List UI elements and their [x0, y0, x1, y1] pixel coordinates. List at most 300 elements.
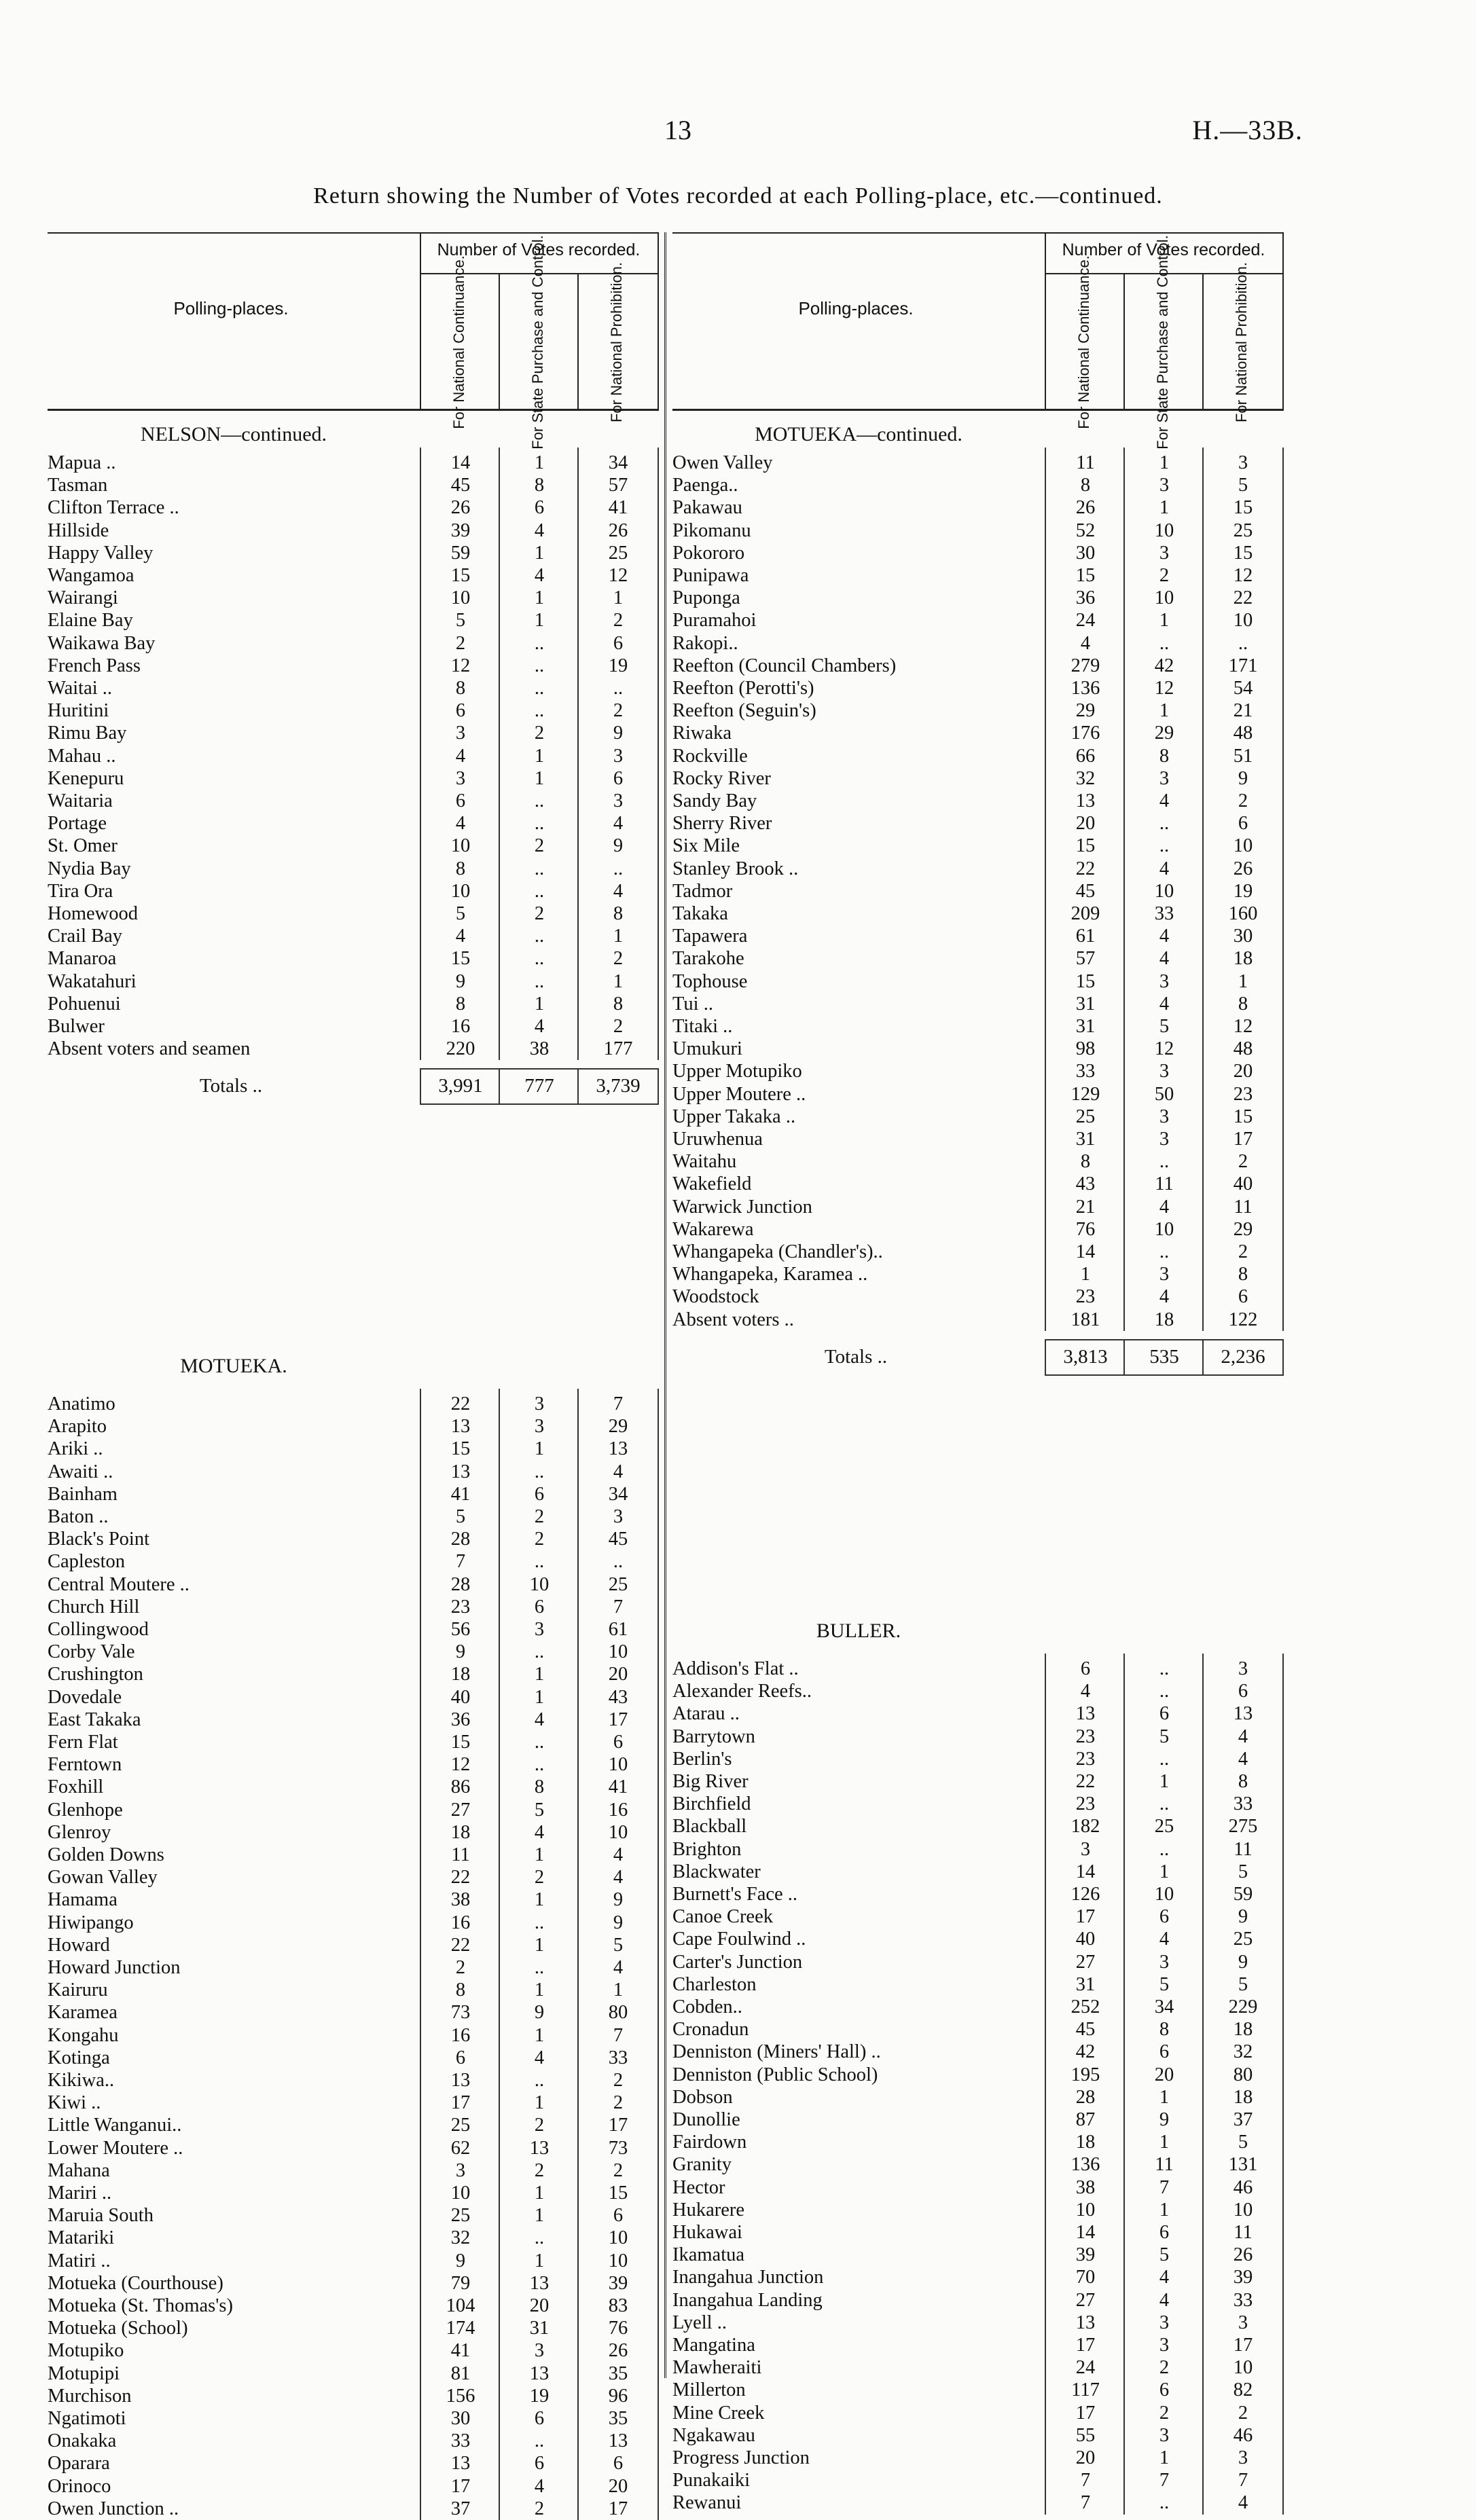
- column-rule: [577, 1389, 579, 2520]
- state-purchase-votes: 1: [1159, 452, 1170, 473]
- table-row: [48, 2001, 659, 2024]
- column-rule: [1045, 1339, 1046, 1374]
- state-purchase-votes: ..: [534, 790, 545, 811]
- polling-place-name: Wairangi: [48, 587, 118, 609]
- continuance-votes: 181: [1070, 1309, 1100, 1330]
- table-row: [672, 745, 1284, 767]
- continuance-votes: 14: [1075, 2222, 1096, 2243]
- state-purchase-votes: 6: [1159, 1906, 1170, 1928]
- prohibition-votes: 12: [1233, 1016, 1253, 1037]
- continuance-votes: 41: [450, 1483, 471, 1505]
- continuance-votes: 220: [446, 1038, 475, 1060]
- continuance-votes: 10: [450, 835, 471, 857]
- prohibition-votes: 12: [1233, 565, 1253, 586]
- polling-place-name: Mariri ..: [48, 2183, 112, 2204]
- continuance-votes: 39: [450, 519, 471, 541]
- polling-place-name: Dovedale: [48, 1686, 122, 1708]
- table-row: [48, 2317, 659, 2339]
- continuance-votes: 18: [450, 1664, 471, 1685]
- state-purchase-votes: 4: [1159, 926, 1170, 947]
- table-row: [48, 519, 659, 542]
- state-purchase-votes: 20: [529, 2295, 550, 2316]
- state-purchase-votes: 3: [1159, 2424, 1170, 2446]
- prohibition-votes: 17: [1233, 1129, 1253, 1150]
- table-row: [48, 2430, 659, 2452]
- table-row: [48, 2407, 659, 2430]
- prohibition-votes: 34: [608, 452, 628, 473]
- continuance-votes: 15: [1075, 970, 1096, 992]
- state-purchase-votes: 10: [529, 1573, 550, 1595]
- prohibition-votes: 11: [1234, 1838, 1253, 1860]
- state-purchase-votes: 1: [534, 2183, 545, 2204]
- continuance-votes: 3: [455, 2159, 466, 2181]
- continuance-votes: 1: [1080, 1264, 1091, 1285]
- state-purchase-votes: 1: [1159, 2132, 1170, 2153]
- prohibition-votes: 2: [613, 2070, 624, 2091]
- polling-place-name: Blackball: [672, 1816, 747, 1838]
- prohibition-votes: 9: [613, 723, 624, 744]
- table-row: [672, 1838, 1284, 1861]
- continuance-votes: 16: [450, 1016, 471, 1037]
- table-row: [672, 632, 1284, 655]
- continuance-votes: 17: [1075, 2402, 1096, 2424]
- prohibition-votes: 33: [1233, 2289, 1253, 2311]
- prohibition-votes: 59: [1233, 1884, 1253, 1905]
- state-purchase-votes: ..: [1159, 1748, 1170, 1770]
- prohibition-votes: 2: [1238, 1151, 1248, 1173]
- continuance-votes: 41: [450, 2340, 471, 2362]
- continuance-votes: 26: [1075, 497, 1096, 519]
- state-purchase-votes: ..: [1159, 835, 1170, 857]
- state-purchase-votes: ..: [534, 1551, 545, 1573]
- column-rule: [1123, 1654, 1125, 2515]
- continuance-votes: 13: [450, 2070, 471, 2091]
- state-purchase-votes: 1: [534, 767, 545, 789]
- state-purchase-votes: 11: [1155, 1173, 1174, 1195]
- column-rule: [499, 1389, 500, 2520]
- polling-place-name: Motueka (St. Thomas's): [48, 2295, 233, 2316]
- state-purchase-votes: 1: [534, 587, 545, 609]
- polling-place-name: Hukarere: [672, 2199, 745, 2221]
- section-heading: NELSON—continued.: [140, 423, 327, 445]
- state-purchase-votes: 1: [534, 745, 545, 767]
- state-purchase-total: 777: [524, 1075, 554, 1097]
- polling-place-name: Warwick Junction: [672, 1196, 812, 1218]
- prohibition-votes: 25: [1233, 1929, 1253, 1950]
- prohibition-votes: 1: [613, 970, 624, 992]
- state-purchase-votes: 4: [534, 1709, 545, 1730]
- continuance-votes: 31: [1075, 1973, 1096, 1995]
- state-purchase-votes: 6: [534, 1483, 545, 1505]
- column-rule: [499, 448, 500, 1060]
- polling-place-name: Matariki: [48, 2227, 115, 2249]
- polling-place-name: Absent voters ..: [672, 1309, 794, 1330]
- continuance-votes: 23: [1075, 1793, 1096, 1815]
- state-purchase-votes: 8: [1159, 745, 1170, 767]
- continuance-votes: 3: [1080, 1838, 1091, 1860]
- table-row: [48, 1979, 659, 2001]
- polling-place-name: Cronadun: [672, 2019, 749, 2041]
- state-purchase-votes: 8: [534, 475, 545, 496]
- prohibition-votes: 39: [608, 2272, 628, 2294]
- state-purchase-votes: 20: [1154, 2064, 1174, 2085]
- prohibition-votes: 7: [613, 2024, 624, 2046]
- table-row: [672, 1996, 1284, 2018]
- state-purchase-votes: 4: [1159, 858, 1170, 879]
- polling-place-name: Ngatimoti: [48, 2408, 126, 2429]
- continuance-votes: 86: [450, 1776, 471, 1798]
- polling-place-name: Nydia Bay: [48, 858, 131, 879]
- continuance-votes: 4: [1080, 632, 1091, 654]
- polling-place-name: Kongahu: [48, 2024, 119, 2046]
- continuance-votes: 5: [455, 610, 466, 632]
- prohibition-votes: 57: [608, 475, 628, 496]
- continuance-votes: 32: [1075, 767, 1096, 789]
- polling-place-name: Cobden..: [672, 1996, 742, 2017]
- table-row: [672, 947, 1284, 970]
- prohibition-votes: 83: [608, 2295, 628, 2316]
- continuance-votes: 45: [450, 475, 471, 496]
- table-row: [672, 542, 1284, 564]
- continuance-votes: 9: [455, 1641, 466, 1663]
- state-purchase-votes: 5: [1159, 1973, 1170, 1995]
- prohibition-votes: 2: [613, 2092, 624, 2114]
- continuance-votes: 15: [1075, 565, 1096, 586]
- column-rule: [1282, 448, 1284, 1331]
- prohibition-votes: ..: [613, 1551, 624, 1573]
- state-purchase-votes: 4: [1159, 790, 1170, 811]
- polling-place-name: Denniston (Miners' Hall) ..: [672, 2041, 881, 2063]
- table-row: [672, 2312, 1284, 2334]
- prohibition-votes: 10: [1233, 835, 1253, 857]
- table-row: [672, 902, 1284, 925]
- table-row: [672, 2447, 1284, 2469]
- table-row: [672, 2064, 1284, 2086]
- table-row: [672, 858, 1284, 880]
- continuance-votes: 8: [455, 678, 466, 699]
- polling-place-name: Dobson: [672, 2086, 733, 2108]
- state-purchase-votes: ..: [534, 926, 545, 947]
- continuance-votes: 16: [450, 2024, 471, 2046]
- table-row: [672, 2469, 1284, 2491]
- state-purchase-votes: 13: [529, 2272, 550, 2294]
- state-purchase-votes: 10: [1154, 519, 1174, 541]
- continuance-votes: 6: [455, 790, 466, 811]
- polling-place-name: Carter's Junction: [672, 1951, 803, 1973]
- table-row: [48, 496, 659, 519]
- table-row: [672, 2289, 1284, 2312]
- state-purchase-votes: ..: [534, 655, 545, 676]
- prohibition-votes: 3: [613, 745, 624, 767]
- table-row: [48, 1618, 659, 1641]
- column-rule: [577, 1068, 579, 1103]
- state-purchase-votes: 2: [1159, 2357, 1170, 2379]
- table-row: [48, 1731, 659, 1753]
- polling-place-name: Blackwater: [672, 1861, 761, 1882]
- polling-place-name: Sandy Bay: [672, 790, 757, 811]
- continuance-votes: 40: [1075, 1929, 1096, 1950]
- polling-place-name: Oparara: [48, 2453, 110, 2475]
- continuance-votes: 15: [450, 1438, 471, 1460]
- prohibition-votes: 6: [613, 2453, 624, 2475]
- continuance-votes: 25: [450, 2205, 471, 2227]
- table-row: [48, 1912, 659, 1934]
- continuance-votes: 10: [450, 2183, 471, 2204]
- polling-place-name: Central Moutere ..: [48, 1573, 190, 1595]
- polling-place-name: Tarakohe: [672, 948, 744, 970]
- polling-place-name: Upper Takaka ..: [672, 1106, 796, 1127]
- prohibition-votes: 9: [613, 835, 624, 857]
- continuance-votes: 7: [1080, 2470, 1091, 2491]
- table-row: [672, 2221, 1284, 2244]
- polling-place-name: Reefton (Seguin's): [672, 700, 816, 722]
- table-row: [672, 1883, 1284, 1905]
- polling-place-name: Kotinga: [48, 2047, 110, 2068]
- table-row: [672, 2334, 1284, 2356]
- state-purchase-votes: 1: [1159, 1861, 1170, 1882]
- table-row: [48, 1753, 659, 1776]
- continuance-votes: 22: [450, 1934, 471, 1956]
- continuance-votes: 73: [450, 2002, 471, 2024]
- prohibition-votes: 15: [1233, 1106, 1253, 1127]
- continuance-votes: 17: [450, 2092, 471, 2114]
- prohibition-votes: 73: [608, 2137, 628, 2159]
- prohibition-votes: 48: [1233, 723, 1253, 744]
- state-purchase-votes: 1: [1159, 700, 1170, 722]
- state-purchase-votes: 11: [1155, 2154, 1174, 2176]
- table-row: [48, 1393, 659, 1415]
- column-rule: [658, 448, 659, 1060]
- column-rule: [1202, 448, 1204, 1331]
- polling-place-name: Atarau ..: [672, 1703, 740, 1725]
- polling-place-name: Charleston: [672, 1973, 757, 1995]
- continuance-votes: 23: [1075, 1725, 1096, 1747]
- table-row: [672, 1106, 1284, 1128]
- state-purchase-votes: 2: [534, 1867, 545, 1888]
- polling-place-name: Tadmor: [672, 880, 733, 902]
- state-purchase-votes: ..: [534, 813, 545, 835]
- polling-place-name: Stanley Brook ..: [672, 858, 799, 879]
- state-purchase-header: For State Purchase and Control.: [1154, 235, 1171, 450]
- prohibition-votes: 25: [1233, 519, 1253, 541]
- state-purchase-votes: ..: [534, 1912, 545, 1933]
- polling-place-name: Burnett's Face ..: [672, 1884, 798, 1905]
- state-purchase-votes: ..: [1159, 813, 1170, 835]
- table-row: [48, 2385, 659, 2407]
- totals-label: Totals ..: [199, 1075, 263, 1097]
- table-row: [672, 564, 1284, 587]
- continuance-votes: 81: [450, 2362, 471, 2384]
- state-purchase-votes: 1: [534, 1438, 545, 1460]
- continuance-votes: 36: [1075, 587, 1096, 609]
- polling-place-name: Homewood: [48, 903, 138, 924]
- prohibition-votes: 29: [1233, 1218, 1253, 1240]
- polling-place-name: Punipawa: [672, 565, 749, 586]
- continuance-votes: 18: [1075, 2132, 1096, 2153]
- state-purchase-votes: 1: [534, 610, 545, 632]
- continuance-votes: 8: [1080, 475, 1091, 496]
- state-purchase-votes: 25: [1154, 1816, 1174, 1838]
- polling-place-name: Bainham: [48, 1483, 118, 1505]
- totals-rule: [420, 1103, 659, 1105]
- polling-place-name: Anatimo: [48, 1393, 115, 1414]
- continuance-votes: 156: [446, 2385, 475, 2407]
- table-row: [48, 1888, 659, 1911]
- continuance-votes: 16: [450, 1912, 471, 1933]
- prohibition-votes: 2: [613, 2159, 624, 2181]
- state-purchase-votes: 4: [1159, 2289, 1170, 2311]
- prohibition-votes: 18: [1233, 2019, 1253, 2041]
- continuance-votes: 40: [450, 1686, 471, 1708]
- state-purchase-votes: 3: [1159, 2335, 1170, 2356]
- national-continuance-header: For National Continuance.: [450, 255, 467, 429]
- column-rule: [420, 1068, 421, 1103]
- continuance-votes: 20: [1075, 2447, 1096, 2468]
- prohibition-votes: 13: [1233, 1703, 1253, 1725]
- state-purchase-votes: 6: [1159, 1703, 1170, 1725]
- polling-place-name: Awaiti ..: [48, 1461, 113, 1482]
- state-purchase-votes: 2: [534, 1506, 545, 1527]
- prohibition-votes: 33: [608, 2047, 628, 2068]
- state-purchase-votes: 9: [534, 2002, 545, 2024]
- table-row: [672, 1973, 1284, 1996]
- state-purchase-votes: 10: [1154, 1218, 1174, 1240]
- prohibition-votes: 20: [608, 1664, 628, 1685]
- table-row: [48, 835, 659, 857]
- continuance-votes: 8: [455, 1979, 466, 2001]
- continuance-votes: 3: [455, 723, 466, 744]
- table-row: [48, 925, 659, 947]
- polling-place-name: Upper Moutere ..: [672, 1083, 806, 1105]
- prohibition-votes: 10: [608, 1821, 628, 1843]
- column-rule: [1282, 1654, 1284, 2515]
- polling-place-name: Granity: [672, 2154, 732, 2176]
- table-row: [48, 655, 659, 677]
- continuance-votes: 15: [450, 565, 471, 586]
- continuance-votes: 17: [1075, 2335, 1096, 2356]
- prohibition-votes: 20: [608, 2475, 628, 2497]
- table-row: [48, 2069, 659, 2092]
- state-purchase-votes: 13: [529, 2137, 550, 2159]
- table-row: [672, 1815, 1284, 1838]
- prohibition-votes: 22: [1233, 587, 1253, 609]
- prohibition-votes: 39: [1233, 2267, 1253, 2288]
- polling-place-name: Huritini: [48, 700, 109, 722]
- continuance-votes: 2: [455, 632, 466, 654]
- polling-place-name: Owen Junction ..: [48, 2498, 179, 2519]
- polling-place-name: Reefton (Council Chambers): [672, 655, 897, 676]
- continuance-votes: 25: [1075, 1106, 1096, 1127]
- polling-place-name: Portage: [48, 813, 107, 835]
- state-purchase-votes: 1: [1159, 2086, 1170, 2108]
- state-purchase-votes: 1: [534, 1934, 545, 1956]
- continuance-votes: 279: [1070, 655, 1100, 676]
- polling-place-name: Collingwood: [48, 1619, 149, 1640]
- prohibition-votes: 2: [613, 1016, 624, 1037]
- page-number: 13: [664, 115, 691, 145]
- polling-place-name: Black's Point: [48, 1529, 150, 1550]
- continuance-votes: 10: [1075, 2199, 1096, 2221]
- prohibition-votes: 131: [1228, 2154, 1258, 2176]
- continuance-votes: 15: [450, 1732, 471, 1753]
- polling-place-name: French Pass: [48, 655, 141, 676]
- table-row: [48, 2339, 659, 2362]
- prohibition-votes: 45: [608, 1529, 628, 1550]
- polling-place-name: Birchfield: [672, 1793, 751, 1815]
- continuance-votes: 15: [450, 948, 471, 970]
- continuance-votes: 9: [455, 2250, 466, 2271]
- continuance-votes: 30: [450, 2408, 471, 2429]
- prohibition-votes: 34: [608, 1483, 628, 1505]
- continuance-votes: 23: [1075, 1286, 1096, 1308]
- polling-place-name: Riwaka: [672, 723, 732, 744]
- continuance-votes: 12: [450, 1754, 471, 1776]
- continuance-votes: 66: [1075, 745, 1096, 767]
- table-row: [672, 2108, 1284, 2131]
- continuance-votes: 13: [1075, 1703, 1096, 1725]
- prohibition-votes: 17: [1233, 2335, 1253, 2356]
- state-purchase-votes: 10: [1154, 1884, 1174, 1905]
- prohibition-votes: 20: [1233, 1061, 1253, 1082]
- continuance-votes: 14: [450, 452, 471, 473]
- polling-place-name: Tophouse: [672, 970, 748, 992]
- table-row: [48, 452, 659, 474]
- polling-place-name: Pohuenui: [48, 993, 121, 1015]
- prohibition-votes: 25: [608, 1573, 628, 1595]
- continuance-votes: 11: [1076, 452, 1095, 473]
- prohibition-votes: 9: [613, 1912, 624, 1933]
- state-purchase-votes: 5: [534, 1799, 545, 1821]
- polling-place-name: Brighton: [672, 1838, 742, 1860]
- state-purchase-votes: 1: [534, 1889, 545, 1911]
- polling-place-name: Crail Bay: [48, 926, 123, 947]
- state-purchase-votes: 3: [534, 1393, 545, 1414]
- state-purchase-votes: ..: [534, 2070, 545, 2091]
- state-purchase-votes: 1: [1159, 610, 1170, 632]
- column-rule: [499, 1068, 500, 1103]
- continuance-votes: 39: [1075, 2244, 1096, 2266]
- prohibition-votes: 6: [1238, 1681, 1248, 1702]
- polling-place-name: Addison's Flat ..: [672, 1658, 799, 1679]
- state-purchase-votes: 1: [534, 993, 545, 1015]
- polling-place-name: Lower Moutere ..: [48, 2137, 183, 2159]
- table-row: [48, 2295, 659, 2317]
- continuance-votes: 45: [1075, 2019, 1096, 2041]
- prohibition-votes: 76: [608, 2318, 628, 2339]
- state-purchase-votes: 12: [1154, 1038, 1174, 1060]
- state-purchase-votes: 42: [1154, 655, 1174, 676]
- polling-place-name: Barrytown: [672, 1725, 755, 1747]
- table-row: [48, 1866, 659, 1888]
- table-row: [48, 474, 659, 496]
- state-purchase-total: 535: [1149, 1345, 1179, 1368]
- continuance-votes: 24: [1075, 2357, 1096, 2379]
- table-row: [48, 1709, 659, 1731]
- prohibition-votes: 6: [613, 632, 624, 654]
- polling-place-name: Ngakawau: [672, 2424, 755, 2446]
- continuance-votes: 252: [1070, 1996, 1100, 2017]
- table-row: [672, 925, 1284, 947]
- prohibition-votes: 2: [613, 948, 624, 970]
- state-purchase-votes: 10: [1154, 587, 1174, 609]
- polling-place-name: Lyell ..: [672, 2312, 727, 2333]
- polling-place-name: Matiri ..: [48, 2250, 111, 2271]
- polling-place-name: Waitaria: [48, 790, 113, 811]
- state-purchase-votes: 1: [1159, 497, 1170, 519]
- polling-place-name: Upper Motupiko: [672, 1061, 802, 1082]
- prohibition-votes: 26: [1233, 2244, 1253, 2266]
- polling-place-name: Paenga..: [672, 475, 738, 496]
